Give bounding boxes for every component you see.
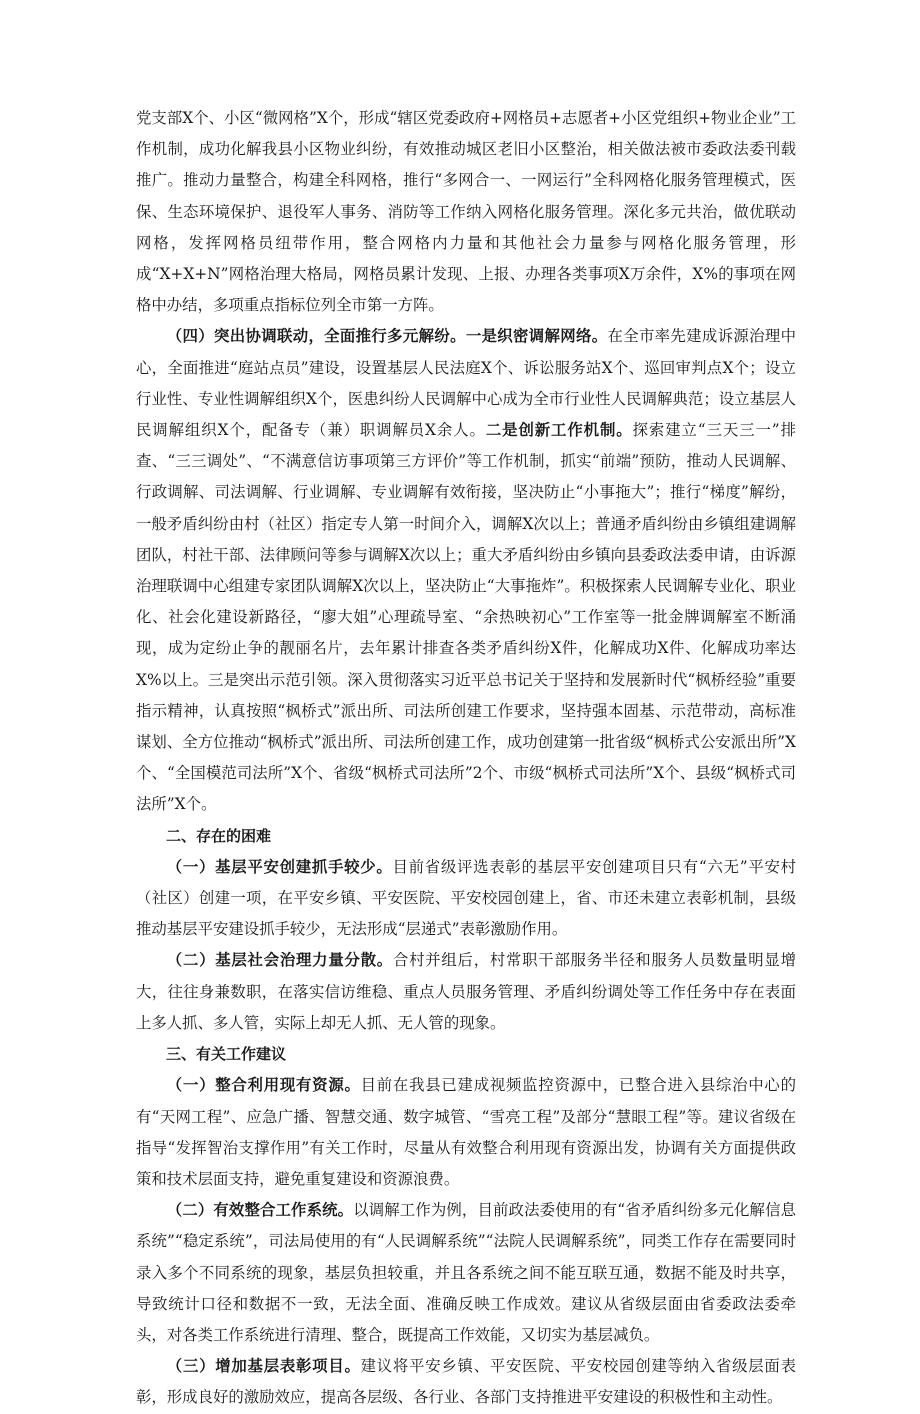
paragraph-text-continued: 探索建立“三天三一”排查、“三三调处”、“不满意信访事项第三方评价”等工作机制，抓实“前端”预防，推动人民调解、行政调解、司法调解、行业调解、专业调解有效衔接，坚决防止“小事拖大”；推行“梯度”解纷，一般矛盾纠纷由村（社区）指定专人第一时间介入，调解X次以上；普通矛盾纠纷由乡镇组建调解团队，村社干部、法律顾问等参与调解X次以上；重大矛盾纠纷由乡镇向县委政法委申请，由诉源治理联调中心组建专家团队调解X次以上，坚决防止“大事拖炸”。积极探索人民调解专业化、职业化、社会化建设新路径，“廖大姐”心理疏导室、“余热映初心”工作室等一批金牌调解室不断涌现，成为定纷止争的靓丽名片，去年累计排查各类矛盾纠纷X件，化解成功X件、化解成功率达X%以上。三是突出示范引领。深入贯彻落实习近平总书记关于坚持和发展新时代“枫桥经验”重要指示精神，认真按照“枫桥式”派出所、司法所创建工作要求，坚持强本固基、示范带动，高标准谋划、全方位推动“枫桥式”派出所、司法所创建工作，成功创建第一批省级“枫桥式公安派出所”X个、“全国模范司法所”X个、省级“枫桥式司法所”2个、市级“枫桥式司法所”X个、县级“枫桥式司法所”X个。 (136, 421, 796, 814)
paragraph-text: 在全市率先建成诉源治理中心，全面推进“庭站点员”建设，设置基层人民法庭X个、诉讼服务站X个、巡回审判点X个；设立行业性、专业性调解组织X个，医患纠纷人民调解中心成为全市行业性人民调解典范；设立基层人民调解组织X个，配备专（兼）职调解员X余人。 (136, 327, 796, 440)
paragraph-suggestion-1 (136, 1070, 796, 1195)
paragraph-text: 以调解工作为例，目前政法委使用的有“省矛盾纠纷多元化解信息系统”“稳定系统”，司法局使用的有“人民调解系统”“法院人民调解系统”，同类工作存在需要同时录入多个不同系统的现象，基层负担较重，并且各系统之间不能互联互通，数据不能及时共享，导致统计口径和数据不一致，无法全面、准确反映工作成效。建议从省级层面由省委政法委牵头，对各类工作系统进行清理、整合，既提高工作效能，又切实为基层减负。 (136, 1201, 796, 1344)
section-heading-difficulties: 二、存在的困难 (166, 826, 272, 845)
paragraph-grid-governance (136, 103, 796, 321)
paragraph-lead: （一）整合利用现有资源。 (166, 1076, 361, 1095)
paragraph-difficulty-1 (136, 852, 796, 946)
paragraph-lead: （二）基层社会治理力量分散。 (166, 951, 393, 970)
paragraph-suggestion-3 (136, 1351, 796, 1413)
paragraph-text: 目前在我县已建成视频监控资源中，已整合进入县综治中心的有“天网工程”、应急广播、智慧交通、数字城管、“雪亮工程”及部分“慧眼工程”等。建议省级在指导“发挥智治支撑作用”有关工作时，尽量从有效整合利用现有资源出发，协调有关方面提供政策和技术层面支持，避免重复建设和资源浪费。 (136, 1076, 796, 1188)
paragraph-text: 建议将平安乡镇、平安医院、平安校园创建等纳入省级层面表彰，形成良好的激励效应，提高各层级、各行业、各部门支持推进平安建设的积极性和主动性。 (136, 1357, 796, 1407)
paragraph-text: 合村并组后，村常职干部服务半径和服务人员数量明显增大，往往身兼数职，在落实信访维稳、重点人员服务管理、矛盾纠纷调处等工作任务中存在表面上多人抓、多人管，实际上却无人抓、无人管的现象。 (136, 951, 796, 1032)
section-heading-suggestions: 三、有关工作建议 (166, 1045, 287, 1064)
paragraph-suggestion-2 (136, 1195, 796, 1351)
paragraph-lead: （一）基层平安创建抓手较少。 (166, 857, 393, 876)
paragraph-mediation (136, 321, 796, 820)
paragraph-lead: （二）有效整合工作系统。 (166, 1201, 354, 1220)
document-body (136, 103, 796, 1414)
paragraph-subhead: 二是创新工作机制。 (485, 421, 633, 440)
paragraph-difficulty-2 (136, 945, 796, 1039)
paragraph-text: 目前省级评选表彰的基层平安创建项目只有“六无”平安村（社区）创建一项，在平安乡镇、平安医院、平安校园创建上，省、市还未建立表彰机制，县级推动基层平安建设抓手较少，无法形成“层递式”表彰激励作用。 (136, 857, 796, 939)
paragraph-lead: （三）增加基层表彰项目。 (166, 1357, 361, 1376)
paragraph-lead: （四）突出协调联动，全面推行多元解纷。一是织密调解网络。 (166, 327, 608, 346)
paragraph-text: 党支部X个、小区“微网格”X个，形成“辖区党委政府+网格员+志愿者+小区党组织+物业企业”工作机制，成功化解我县小区物业纠纷，有效推动城区老旧小区整治，相关做法被市委政法委刊载推广。推动力量整合，构建全科网格，推行“多网合一、一网运行”全科网格化服务管理模式，医保、生态环境保护、退役军人事务、消防等工作纳入网格化服务管理。深化多元共治，做优联动网格，发挥网格员纽带作用，整合网格内力量和其他社会力量参与网格化服务管理，形成“X+X+N”网格治理大格局，网格员累计发现、上报、办理各类事项X万余件，X%的事项在网格中办结，多项重点指标位列全市第一方阵。 (136, 109, 796, 315)
